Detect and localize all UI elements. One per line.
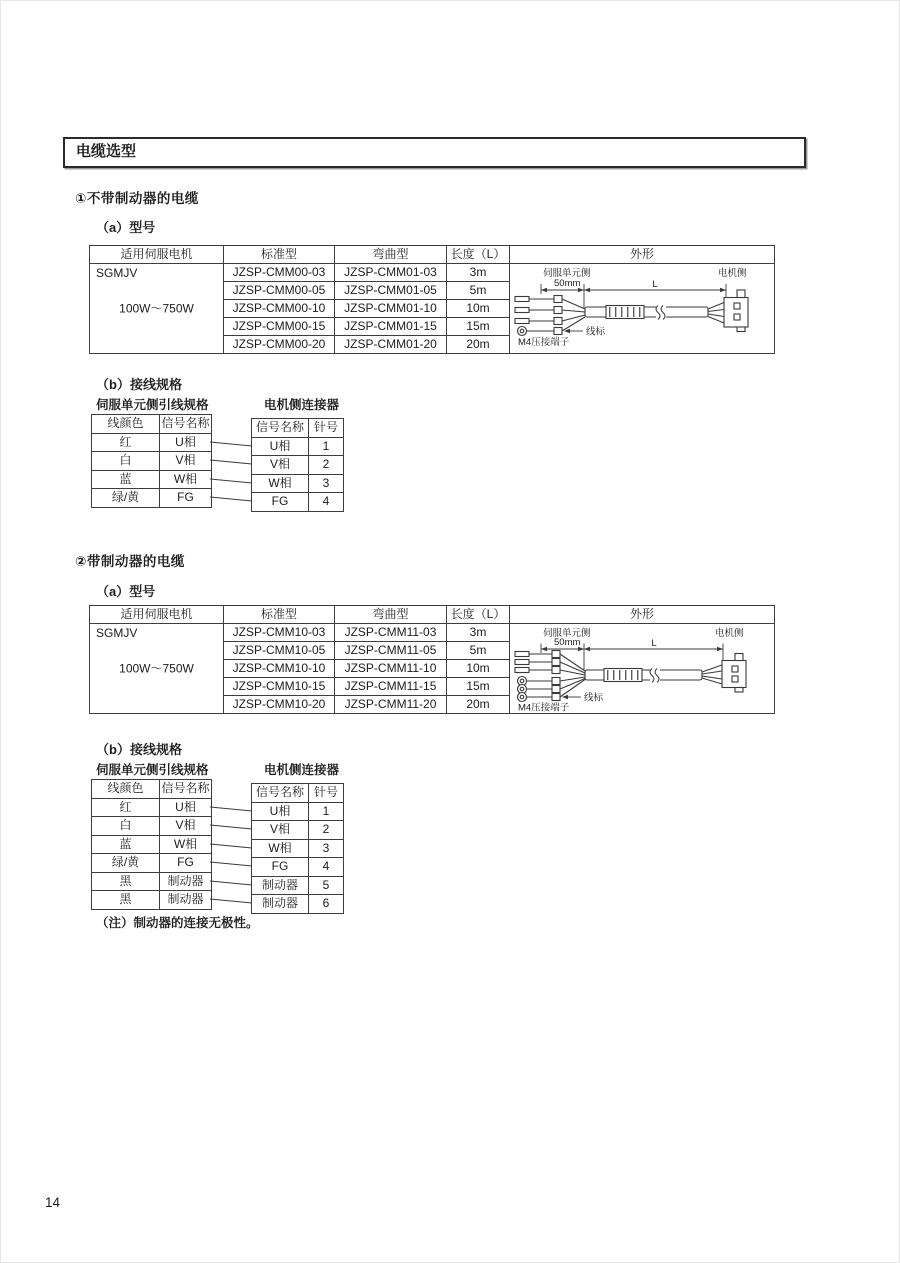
cell-bend: JZSP-CMM11-10 bbox=[335, 660, 447, 678]
col-header-length: 长度（L） bbox=[447, 246, 510, 264]
cell-signal: W相 bbox=[252, 839, 309, 858]
col-header-outline: 外形 bbox=[510, 246, 775, 264]
motor-name: SGMJV bbox=[96, 626, 138, 640]
motor-name: SGMJV bbox=[96, 266, 138, 280]
cell-pin: 1 bbox=[309, 437, 344, 456]
table-row bbox=[252, 456, 344, 475]
col-header-wire-color: 线颜色 bbox=[92, 780, 160, 799]
col-header-pin: 针号 bbox=[309, 419, 344, 438]
table-row bbox=[92, 489, 212, 508]
table-header-row bbox=[90, 246, 775, 264]
cell-wire-color: 红 bbox=[92, 798, 160, 817]
cell-wire-color: 绿/黄 bbox=[92, 854, 160, 873]
section2-motor-connector-title: 电机侧连接器 bbox=[264, 763, 340, 777]
section1-model-heading: （a）型号 bbox=[96, 220, 156, 235]
section2-wiring-heading: （b）接线规格 bbox=[96, 742, 182, 757]
cell-signal: V相 bbox=[252, 456, 309, 475]
table-row bbox=[92, 854, 212, 873]
cell-standard: JZSP-CMM00-20 bbox=[224, 336, 335, 354]
motor-connector bbox=[724, 290, 748, 332]
cell-pin: 4 bbox=[309, 493, 344, 512]
cell-standard: JZSP-CMM10-15 bbox=[224, 678, 335, 696]
cell-wire-color: 蓝 bbox=[92, 470, 160, 489]
cell-signal: U相 bbox=[252, 437, 309, 456]
cell-pin: 3 bbox=[309, 474, 344, 493]
section1-servo-lead-table bbox=[91, 414, 212, 508]
cell-length: 20m bbox=[447, 336, 510, 354]
cell-pin: 2 bbox=[309, 456, 344, 475]
cell-length: 3m bbox=[447, 624, 510, 642]
cell-standard: JZSP-CMM00-15 bbox=[224, 318, 335, 336]
cell-length: 10m bbox=[447, 660, 510, 678]
section2-heading: ②带制动器的电缆 bbox=[75, 554, 185, 569]
cell-standard: JZSP-CMM00-05 bbox=[224, 282, 335, 300]
dim-length-label: L bbox=[652, 279, 658, 290]
col-header-bend: 弯曲型 bbox=[335, 246, 447, 264]
cell-pin: 5 bbox=[309, 876, 344, 895]
cell-signal: FG bbox=[160, 854, 212, 873]
cell-signal: W相 bbox=[252, 474, 309, 493]
dim-50mm-label: 50mm bbox=[554, 278, 581, 289]
cell-standard: JZSP-CMM00-10 bbox=[224, 300, 335, 318]
wire-mark-callout bbox=[562, 695, 581, 699]
section1-heading: ①不带制动器的电缆 bbox=[75, 191, 199, 206]
table-row bbox=[90, 264, 775, 282]
cell-signal: V相 bbox=[160, 452, 212, 471]
table-row bbox=[92, 470, 212, 489]
cell-signal: U相 bbox=[252, 802, 309, 821]
table-row bbox=[252, 802, 344, 821]
table-row bbox=[92, 817, 212, 836]
cell-signal: U相 bbox=[160, 433, 212, 452]
cell-bend: JZSP-CMM01-20 bbox=[335, 336, 447, 354]
table-row bbox=[92, 433, 212, 452]
cell-bend: JZSP-CMM01-10 bbox=[335, 300, 447, 318]
cell-bend: JZSP-CMM01-03 bbox=[335, 264, 447, 282]
cell-bend: JZSP-CMM11-20 bbox=[335, 696, 447, 714]
cell-signal: V相 bbox=[160, 817, 212, 836]
cell-length: 15m bbox=[447, 318, 510, 336]
col-header-motor: 适用伺服电机 bbox=[90, 606, 224, 624]
table-row bbox=[252, 858, 344, 877]
cell-signal: FG bbox=[252, 493, 309, 512]
cell-standard: JZSP-CMM10-20 bbox=[224, 696, 335, 714]
cell-pin: 3 bbox=[309, 839, 344, 858]
col-header-pin: 针号 bbox=[309, 784, 344, 803]
crimp-terminal-label: M4压接端子 bbox=[518, 337, 570, 348]
page-number: 14 bbox=[45, 1195, 61, 1210]
cell-pin: 6 bbox=[309, 895, 344, 914]
crimp-terminal-label: M4压接端子 bbox=[518, 702, 570, 712]
cell-standard: JZSP-CMM00-03 bbox=[224, 264, 335, 282]
cell-wire-color: 黑 bbox=[92, 891, 160, 910]
dim-length-label: L bbox=[651, 638, 657, 649]
cell-standard: JZSP-CMM10-03 bbox=[224, 624, 335, 642]
wire-mark-label: 线标 bbox=[586, 326, 606, 338]
cell-bend: JZSP-CMM11-15 bbox=[335, 678, 447, 696]
col-header-signal: 信号名称 bbox=[160, 780, 212, 799]
wiring-connection-lines bbox=[210, 414, 252, 514]
cell-wire-color: 蓝 bbox=[92, 835, 160, 854]
cell-length: 5m bbox=[447, 282, 510, 300]
cell-signal: U相 bbox=[160, 798, 212, 817]
cell-bend: JZSP-CMM11-03 bbox=[335, 624, 447, 642]
table-header-row bbox=[90, 606, 775, 624]
cell-signal: FG bbox=[252, 858, 309, 877]
motor-side-label: 电机侧 bbox=[715, 628, 744, 639]
col-header-signal: 信号名称 bbox=[160, 415, 212, 434]
table-row bbox=[92, 835, 212, 854]
section1-motor-connector-table bbox=[251, 418, 344, 512]
cable-diagram-svg bbox=[510, 264, 773, 352]
cell-length: 15m bbox=[447, 678, 510, 696]
section1-wiring-heading: （b）接线规格 bbox=[96, 377, 182, 392]
col-header-motor: 适用伺服电机 bbox=[90, 246, 224, 264]
col-header-length: 长度（L） bbox=[447, 606, 510, 624]
table-row bbox=[92, 891, 212, 910]
cell-length: 5m bbox=[447, 642, 510, 660]
page-title: 电缆选型 bbox=[63, 137, 806, 168]
motor-power: 100W～750W bbox=[119, 661, 194, 675]
cell-bend: JZSP-CMM01-05 bbox=[335, 282, 447, 300]
section2-motor-connector-table bbox=[251, 783, 344, 914]
table-row bbox=[252, 895, 344, 914]
section2-model-table bbox=[89, 605, 775, 714]
servo-side-label: 伺服单元侧 bbox=[543, 268, 591, 279]
cell-signal: FG bbox=[160, 489, 212, 508]
cell-signal: 制动器 bbox=[160, 872, 212, 891]
cell-signal: 制动器 bbox=[252, 876, 309, 895]
cell-wire-color: 绿/黄 bbox=[92, 489, 160, 508]
motor-power: 100W～750W bbox=[119, 301, 194, 315]
table-row bbox=[252, 493, 344, 512]
cell-wire-color: 黑 bbox=[92, 872, 160, 891]
cell-signal: W相 bbox=[160, 835, 212, 854]
wire-mark-callout bbox=[564, 329, 583, 333]
dim-50mm-label: 50mm bbox=[554, 637, 581, 648]
table-row bbox=[92, 872, 212, 891]
cable-diagram-svg bbox=[510, 624, 773, 712]
section1-motor-connector-title: 电机侧连接器 bbox=[264, 398, 340, 412]
cable-outline-diagram bbox=[510, 624, 775, 714]
motor-side-label: 电机侧 bbox=[718, 268, 747, 279]
section2-model-heading: （a）型号 bbox=[96, 584, 156, 599]
table-row bbox=[252, 821, 344, 840]
motor-connector bbox=[722, 654, 746, 693]
wiring-connection-lines bbox=[210, 779, 252, 913]
cell-bend: JZSP-CMM11-05 bbox=[335, 642, 447, 660]
cell-signal: 制动器 bbox=[160, 891, 212, 910]
cell-wire-color: 红 bbox=[92, 433, 160, 452]
cell-length: 3m bbox=[447, 264, 510, 282]
table-row bbox=[92, 798, 212, 817]
cell-signal: V相 bbox=[252, 821, 309, 840]
servo-side-label: 伺服单元侧 bbox=[543, 628, 591, 639]
cable-outline-diagram bbox=[510, 264, 775, 354]
motor-cell bbox=[90, 624, 224, 714]
cell-standard: JZSP-CMM10-05 bbox=[224, 642, 335, 660]
cell-length: 10m bbox=[447, 300, 510, 318]
col-header-standard: 标准型 bbox=[224, 606, 335, 624]
cell-standard: JZSP-CMM10-10 bbox=[224, 660, 335, 678]
cell-signal: 制动器 bbox=[252, 895, 309, 914]
table-row bbox=[252, 474, 344, 493]
table-row bbox=[252, 876, 344, 895]
col-header-signal: 信号名称 bbox=[252, 784, 309, 803]
cell-pin: 4 bbox=[309, 858, 344, 877]
section1-servo-lead-title: 伺服单元侧引线规格 bbox=[96, 398, 209, 412]
cell-length: 20m bbox=[447, 696, 510, 714]
wire-mark-label: 线标 bbox=[584, 692, 604, 704]
col-header-bend: 弯曲型 bbox=[335, 606, 447, 624]
table-row bbox=[252, 437, 344, 456]
table-row bbox=[90, 624, 775, 642]
col-header-wire-color: 线颜色 bbox=[92, 415, 160, 434]
cell-wire-color: 白 bbox=[92, 452, 160, 471]
col-header-signal: 信号名称 bbox=[252, 419, 309, 438]
cell-wire-color: 白 bbox=[92, 817, 160, 836]
table-row bbox=[92, 452, 212, 471]
section1-model-table bbox=[89, 245, 775, 354]
col-header-standard: 标准型 bbox=[224, 246, 335, 264]
brake-polarity-note: （注）制动器的连接无极性。 bbox=[96, 916, 259, 930]
cell-bend: JZSP-CMM01-15 bbox=[335, 318, 447, 336]
col-header-outline: 外形 bbox=[510, 606, 775, 624]
section2-servo-lead-title: 伺服单元侧引线规格 bbox=[96, 763, 209, 777]
motor-cell bbox=[90, 264, 224, 354]
section2-servo-lead-table bbox=[91, 779, 212, 910]
table-row bbox=[252, 839, 344, 858]
cell-pin: 2 bbox=[309, 821, 344, 840]
cell-signal: W相 bbox=[160, 470, 212, 489]
cell-pin: 1 bbox=[309, 802, 344, 821]
